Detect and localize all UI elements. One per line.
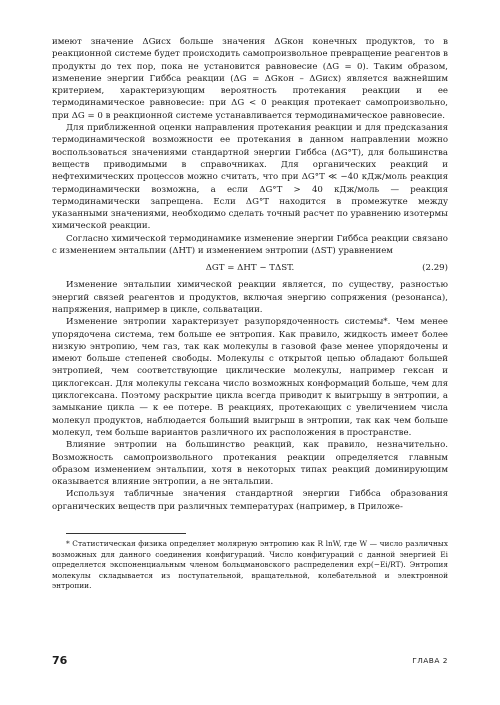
paragraph-5: Изменение энтропии характеризует разупорядоченность системы*. Чем менее упорядочена система, тем больше ее энтропия. Как правило, жидкость имеет более низкую энтропию, чем газ, так как молекулы в газовой фазе менее упорядочены и имеют больше степеней свободы. Молекулы с открытой цепью обладают большей энтропией, чем соответствующие циклические молекулы, например гексан и циклогексан. Для молекулы гексана число возможных конформаций больше, чем для циклогексана. Поэтому раскрытие цикла всегда приводит к выигрышу в энтропии, а замыкание цикла — к ее потере. В реакциях, протекающих с увеличением числа молекул продуктов, наблюдается больший выигрыш в энтропии, так как чем больше молекул, тем больше вариантов различного их расположения в пространстве. (52, 317, 448, 438)
paragraph-6: Влияние энтропии на большинство реакций, как правило, незначительно. Возможность самопроизвольного протекания реакции определяется главным образом изменением энтальпии, хотя в некоторых типах реакций доминирующим оказывается влияние энтропии, а не энтальпии. (52, 440, 448, 488)
body-text (52, 36, 448, 513)
paragraph-1: имеют значение ΔGисх больше значения ΔGкон конечных продуктов, то в реакционной системе будет происходить самопроизвольное превращение реагентов в продукты до тех пор, пока не установится равновесие (ΔG = 0). Таким образом, изменение энергии Гиббса реакции (ΔG = ΔGкон – ΔGисх) является важнейшим критерием, характеризующим вероятность протекания реакции и ее термодинамическое равновесие: при ΔG < 0 реакция протекает самопроизвольно, при ΔG = 0 в реакционной системе устанавливается термодинамическое равновесие. (52, 37, 448, 121)
equation-number: (2.29) (422, 263, 448, 274)
footnote: * Статистическая физика определяет молярную энтропию как R lnW, где W — число различных возможных для данного соединения конфигураций. Число конфигураций с данной энергией Ei определяется экспоненциальным членом больцмановского распределения exp(−Ei/RT). Энтропия молекулы складывается из поступательной, вращательной, колебательной и электронной энтропии. (52, 538, 448, 591)
footnote-separator (66, 533, 186, 534)
equation-2-29 (52, 257, 448, 279)
paragraph-4: Изменение энтальпии химической реакции является, по существу, разностью энергий связей реагентов и продуктов, включая энергию сопряжения (резонанса), напряжения, например в цикле, сольватации. (52, 280, 448, 315)
page-number: 76 (52, 654, 68, 667)
page-footer (52, 654, 448, 668)
equation-formula: ΔGT = ΔHT − TΔST. (205, 263, 295, 274)
running-head: ГЛАВА 2 (412, 656, 448, 665)
paragraph-7: Используя табличные значения стандартной энергии Гиббса образования органических веществ при различных температурах (например, в Приложе- (52, 489, 448, 512)
paragraph-3: Согласно химической термодинамике изменение энергии Гиббса реакции связано с изменением энтальпии (ΔHT) и изменением энтропии (ΔST) уравнением (52, 233, 448, 257)
paragraph-2: Для приближенной оценки направления протекания реакции и для предсказания термодинамической возможности ее протекания в данном направлении можно воспользоваться значениями стандартной энергии Гиббса (ΔG°T), для большинства веществ приводимыми в справочниках. Для органических реакций и нефтехимических процессов можно считать, что при ΔG°T ≪ −40 кДж/моль реакция термодинамически возможна, а если ΔG°T > 40 кДж/моль — реакция термодинамически запрещена. Если ΔG°T находится в промежутке между указанными значениями, необходимо сделать точный расчет по уравнению изотермы химической реакции. (52, 123, 449, 232)
